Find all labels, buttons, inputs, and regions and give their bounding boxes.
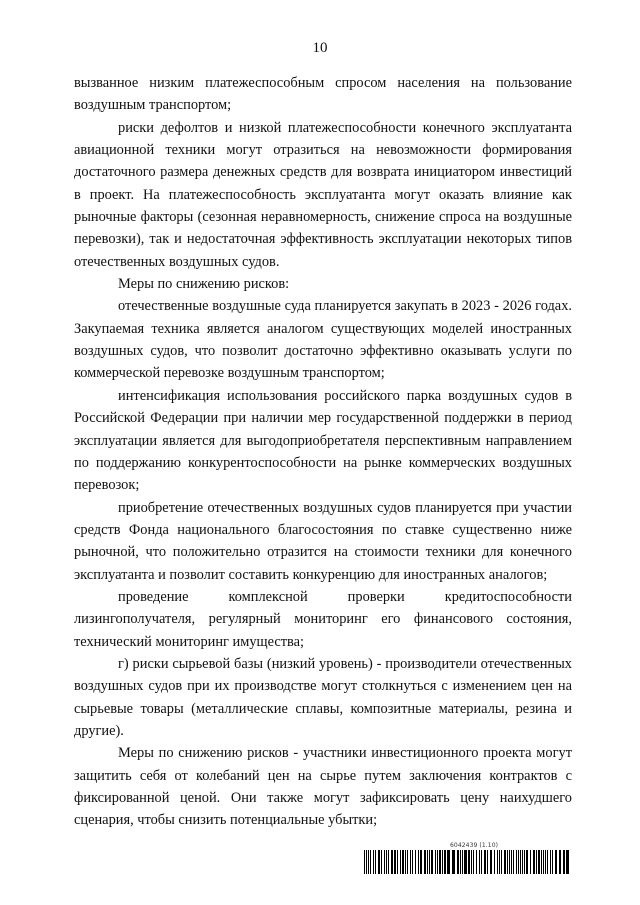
paragraph-4: отечественные воздушные суда планируется закупать в 2023 - 2026 годах. Закупаемая техника является аналогом существующих моделей иностранных воздушных судов, что позволит достаточно эффективно оказывать услуги по коммерческой перевозке воздушным транспортом; (74, 298, 572, 382)
paragraph-6: приобретение отечественных воздушных судов планируется при участии средств Фонда национального благосостояния по ставке существенно ниже рыночной, что положительно отразится на стоимости техники для конечного эксплуатанта и позволит составить конкуренцию для иностранных аналогов; (74, 499, 572, 583)
paragraph-2: риски дефолтов и низкой платежеспособности конечного эксплуатанта авиационной техники могут отразиться на невозможности формирования достаточного размера денежных средств для возврата инициатором инвестиций в проект. На платежеспособность эксплуатанта могут оказать влияние как рыночные факторы (сезонная неравномерность, снижение спроса на воздушные перевозки), так и недостаточная эффективность эксплуатации некоторых типов отечественных воздушных судов. (74, 119, 572, 270)
paragraph-1: вызванное низким платежеспособным спросом населения на пользование воздушным транспортом; (74, 75, 572, 114)
paragraph-7: проведение комплексной проверки кредитоспособности лизингополучателя, регулярный мониторинг его финансового состояния, технический мониторинг имущества; (74, 588, 572, 650)
paragraph-3: Меры по снижению рисков: (118, 276, 290, 293)
barcode-image (364, 850, 570, 874)
paragraph-8: г) риски сырьевой базы (низкий уровень) - производители отечественных воздушных судов при их производстве могут столкнуться с изменением цен на сырьевые товары (металлические сплавы, композитные материалы, резина и другие). (74, 655, 572, 739)
page-number: 10 (312, 40, 328, 56)
document-code: 6042439 (1.10) (450, 842, 499, 849)
paragraph-9: Меры по снижению рисков - участники инвестиционного проекта могут защитить себя от колебаний цен на сырье путем заключения контрактов с фиксированной ценой. Они также могут зафиксировать цену наихудшего сценария, чтобы снизить потенциальные убытки; (74, 745, 572, 829)
document-body (74, 72, 572, 832)
paragraph-5: интенсификация использования российского парка воздушных судов в Российской Федерации при наличии мер государственной поддержки в период эксплуатации является для выгодоприобретателя перспективным направлением по поддержанию конкурентоспособности на рынке коммерческих воздушных перевозок; (74, 387, 572, 494)
